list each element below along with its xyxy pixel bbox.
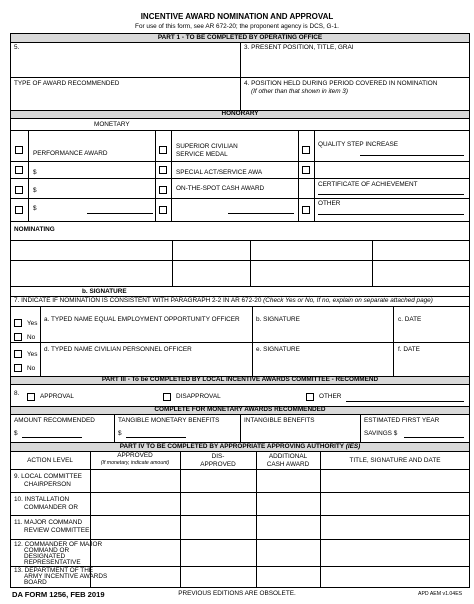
nominating-label: NOMINATING (14, 226, 55, 233)
eeo-yes-label: Yes (27, 320, 38, 327)
rule (10, 221, 470, 222)
item-7-text: 7. INDICATE IF NOMINATION IS CONSISTENT WITH PARAGRAPH 2-2 IN AR 672-20 (14, 297, 264, 304)
cpo-date-label: f. DATE (398, 346, 420, 353)
action-row-12-line-4: REPRESENTATIVE (24, 559, 81, 566)
rule (172, 240, 173, 286)
eeo-officer-label: a. TYPED NAME EQUAL EMPLOYMENT OPPORTUNITY OFFICER (44, 316, 240, 323)
rule (10, 587, 470, 588)
item-7-note: (Check Yes or No, If no, explain on separate attached page) (263, 297, 433, 304)
monetary-heading: COMPLETE FOR MONETARY AWARDS RECOMMENDED (154, 406, 326, 413)
item-3-label: 3. PRESENT POSITION, TITLE, GRAI (244, 44, 354, 51)
dollar-3-checkbox[interactable] (15, 206, 23, 214)
dollar-1-checkbox[interactable] (15, 166, 23, 174)
rule (10, 492, 470, 493)
part4-heading-text: PART IV TO BE COMPLETED BY APPROPRIATE APPROVING AUTHORITY (119, 443, 346, 450)
rule (10, 342, 470, 343)
amount-line[interactable] (22, 437, 82, 438)
other-checkbox[interactable] (302, 206, 310, 214)
honorary-heading: HONORARY (221, 110, 259, 117)
quality-step-label: QUALITY STEP INCREASE (318, 141, 399, 148)
form-title: INCENTIVE AWARD NOMINATION AND APPROVAL (140, 12, 334, 21)
col-action-level: ACTION LEVEL (27, 457, 73, 464)
part3-heading: PART III - To be COMPLETED BY LOCAL INCENTIVE AWARDS COMMITTEE - RECOMMEND (101, 376, 379, 383)
part3-other-label: OTHER (319, 393, 342, 400)
eeo-signature-label: b. SIGNATURE (256, 316, 300, 323)
superior-civilian-label-2: SERVICE MEDAL (176, 151, 228, 158)
rule (10, 515, 470, 516)
form-subtitle: For use of this form, see AR 672-20; the proponent agency is DCS, G-1. (135, 23, 339, 30)
eeo-date-label: c. DATE (398, 316, 422, 323)
cpo-yes-label: Yes (27, 351, 38, 358)
cpo-signature-label: e. SIGNATURE (256, 346, 300, 353)
savings-line[interactable] (404, 437, 464, 438)
action-row-10-line-1: 10. INSTALLATION (14, 496, 70, 503)
dollar-3-line[interactable] (87, 213, 153, 214)
item-7-label (14, 298, 433, 304)
rule (372, 240, 373, 286)
other-line[interactable] (318, 214, 464, 215)
action-row-12-line-2: COMMAND OR (24, 547, 70, 554)
rule (28, 130, 29, 221)
action-row-9-line-2: CHAIRPERSON (24, 481, 71, 488)
rule (10, 161, 470, 162)
item-4-note: (If other than that shown in item 3) (251, 88, 348, 95)
col-additional-2: CASH AWARD (266, 461, 310, 468)
rule (155, 130, 156, 221)
part1-heading: PART 1 - TO BE COMPLETED BY OPERATING OFFICE (157, 34, 323, 41)
rule (240, 42, 241, 110)
rule (10, 33, 11, 587)
part3-other-checkbox[interactable] (306, 393, 314, 401)
action-row-13-line-2: ARMY INCENTIVE AWARDS (24, 573, 108, 580)
rule (10, 286, 470, 287)
tangible-dollar: $ (118, 430, 122, 437)
cpo-officer-label: d. TYPED NAME CIVILIAN PERSONNEL OFFICER (44, 346, 192, 353)
action-row-10-line-2: COMMANDER OR (24, 504, 78, 511)
dollar-2-checkbox[interactable] (15, 186, 23, 194)
superior-civilian-label-1: SUPERIOR CIVILIAN (176, 143, 238, 150)
quality-step-checkbox[interactable] (302, 146, 310, 154)
amount-recommended-label: AMOUNT RECOMMENDED (14, 417, 95, 424)
obsolete-notice: PREVIOUS EDITIONS ARE OBSOLETE. (178, 590, 296, 597)
action-row-9-line-1: 9. LOCAL COMMITTEE (14, 473, 82, 480)
intangible-benefits-label: INTANGIBLE BENEFITS (244, 417, 315, 424)
dollar-2-label: $ (33, 187, 37, 194)
monetary-label: MONETARY (94, 121, 130, 128)
part4-heading (10, 444, 470, 450)
superior-civilian-checkbox[interactable] (159, 146, 167, 154)
action-row-11-line-1: 11. MAJOR COMMAND (14, 519, 83, 526)
rule (393, 306, 394, 376)
part3-other-line[interactable] (346, 401, 464, 402)
rule (10, 240, 470, 241)
cpo-yes-checkbox[interactable] (14, 350, 22, 358)
blank-checkbox[interactable] (159, 206, 167, 214)
cpo-no-label: No (27, 365, 36, 372)
rule (10, 118, 470, 119)
disapproval-checkbox[interactable] (163, 393, 171, 401)
eeo-no-label: No (27, 334, 36, 341)
rule (40, 306, 41, 376)
col-disapproved-2: APPROVED (200, 461, 236, 468)
rule (240, 414, 241, 442)
col-approved-note: (If monetary, indicate amount) (100, 460, 170, 466)
tangible-benefits-label: TANGIBLE MONETARY BENEFITS (118, 417, 220, 424)
certificate-label: CERTIFICATE OF ACHIEVEMENT (318, 181, 418, 188)
eeo-no-checkbox[interactable] (14, 333, 22, 341)
action-row-13-line-1: 13. DEPARTMENT OF THE (14, 567, 94, 574)
savings-label: SAVINGS $ (364, 430, 398, 437)
eeo-yes-checkbox[interactable] (14, 319, 22, 327)
certificate-checkbox[interactable] (302, 166, 310, 174)
performance-award-label: PERFORMANCE AWARD (33, 150, 108, 157)
version-label: APD AEM v1.04ES (418, 591, 463, 597)
approval-checkbox[interactable] (27, 393, 35, 401)
col-disapproved-1: DIS- (211, 453, 225, 460)
action-row-12-line-3: DESIGNATED (24, 553, 66, 560)
rule (10, 130, 470, 131)
signature-heading: b. SIGNATURE (82, 288, 127, 295)
certificate-line[interactable] (318, 194, 464, 195)
approval-label: APPROVAL (40, 393, 74, 400)
dollar-3-label: $ (33, 205, 37, 212)
rule (10, 198, 470, 199)
rule (10, 384, 470, 385)
rule (360, 414, 361, 442)
rule (10, 178, 470, 179)
rule (10, 260, 470, 261)
other-label: OTHER (318, 200, 341, 207)
form-number: DA FORM 1256, FEB 2019 (12, 590, 105, 599)
special-act-label: SPECIAL ACT/SERVICE AWA (176, 169, 263, 176)
rule (250, 240, 251, 286)
item-5-label: 5. (14, 44, 20, 51)
rule (10, 33, 470, 34)
rule (10, 539, 470, 540)
part4-heading-note: (IES) (345, 443, 361, 450)
rule (298, 130, 299, 221)
col-title-signature-date: TITLE, SIGNATURE AND DATE (349, 457, 441, 464)
rule (314, 130, 315, 221)
item-8-label: 8. (14, 390, 20, 397)
col-additional-1: ADDITIONAL (268, 453, 308, 460)
on-the-spot-checkbox[interactable] (159, 186, 167, 194)
rule (10, 451, 470, 452)
tangible-line[interactable] (126, 437, 186, 438)
estimated-first-year-label: ESTIMATED FIRST YEAR (364, 417, 440, 424)
col-approved: APPROVED (117, 452, 153, 459)
cpo-no-checkbox[interactable] (14, 364, 22, 372)
on-the-spot-label: ON-THE-SPOT CASH AWARD (176, 185, 265, 192)
rule (10, 469, 470, 470)
item-4-label: 4. POSITION HELD DURING PERIOD COVERED IN NOMINATION (244, 80, 438, 87)
action-row-11-line-2: REVIEW COMMITTEE (24, 527, 90, 534)
blank-line[interactable] (228, 213, 294, 214)
rule (10, 77, 470, 78)
quality-step-line[interactable] (360, 155, 464, 156)
rule (171, 130, 172, 221)
performance-award-checkbox[interactable] (15, 146, 23, 154)
dollar-1-label: $ (33, 169, 37, 176)
rule (469, 33, 470, 587)
disapproval-label: DISAPPROVAL (176, 393, 221, 400)
award-type-label: TYPE OF AWARD RECOMMENDED (14, 80, 120, 87)
rule (10, 306, 470, 307)
rule (252, 306, 253, 376)
special-act-checkbox[interactable] (159, 166, 167, 174)
action-row-13-line-3: BOARD (24, 579, 47, 586)
action-row-12-line-1: 12. COMMANDER OF MAJOR (14, 541, 103, 548)
rule (114, 414, 115, 442)
amount-dollar: $ (14, 430, 18, 437)
